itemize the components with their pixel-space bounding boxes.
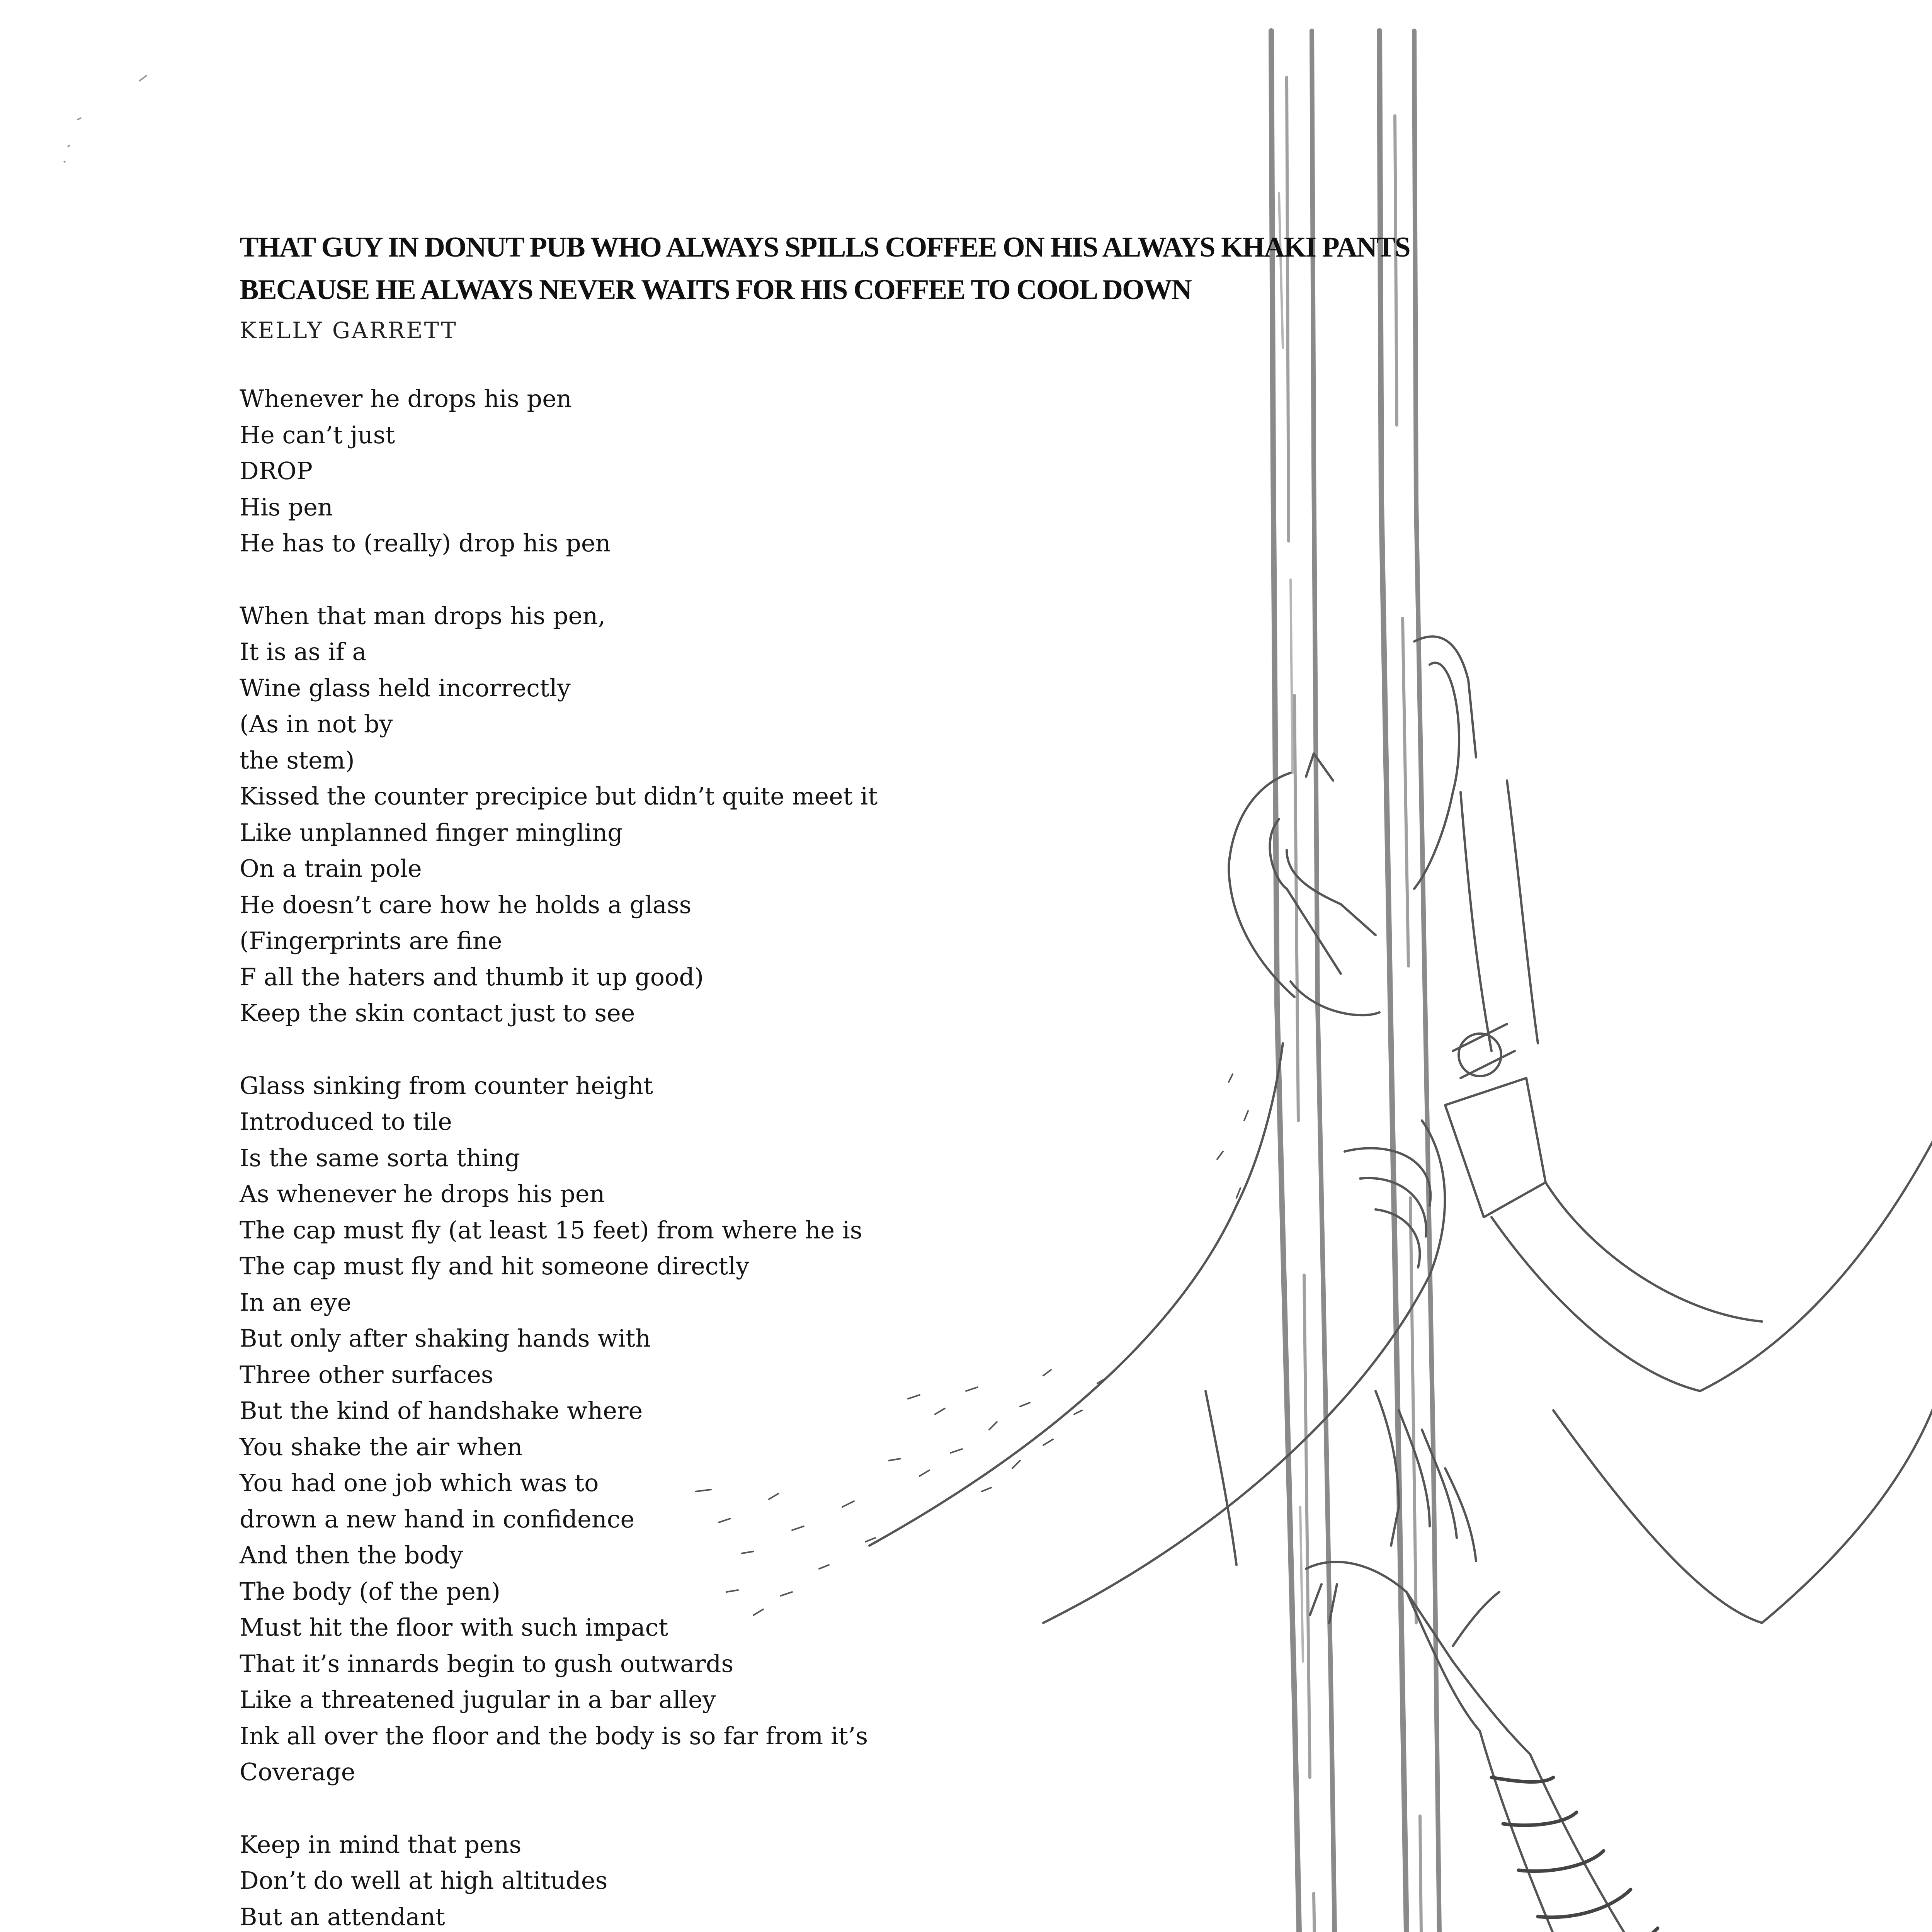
poem-line: drown a new hand in confidence	[240, 1505, 635, 1533]
poem-line: But the kind of handshake where	[240, 1396, 643, 1425]
poem-line: It is as if a	[240, 638, 367, 666]
poem-line: He has to (really) drop his pen	[240, 529, 611, 557]
poem-line: Like a threatened jugular in a bar alley	[240, 1685, 716, 1714]
poem-line: Three other surfaces	[240, 1360, 493, 1389]
poem-line: Must hit the floor with such impact	[240, 1613, 668, 1641]
poem-line: His pen	[240, 493, 333, 521]
poem-stanza	[240, 1827, 1186, 1932]
poem-line: Don’t do well at high altitudes	[240, 1866, 608, 1895]
poem-line: Whenever he drops his pen	[240, 384, 572, 413]
poem-author: KELLY GARRETT	[240, 317, 458, 344]
poem-line: F all the haters and thumb it up good)	[240, 963, 704, 991]
poem-line: But an attendant	[240, 1902, 445, 1931]
poem-stanza	[240, 598, 1186, 1031]
poem-line: As whenever he drops his pen	[240, 1180, 605, 1208]
poem-line: Keep the skin contact just to see	[240, 999, 635, 1027]
poem-line: (Fingerprints are fine	[240, 927, 502, 955]
poem-line: He doesn’t care how he holds a glass	[240, 890, 692, 919]
poem-line: He can’t just	[240, 420, 395, 449]
poem-line: You shake the air when	[240, 1432, 523, 1461]
poem-title-line-2: BECAUSE HE ALWAYS NEVER WAITS FOR HIS COFFEE TO COOL DOWN	[240, 274, 1192, 306]
poem-line: the stem)	[240, 746, 355, 774]
poem-line: Keep in mind that pens	[240, 1830, 522, 1859]
poem-line: Ink all over the floor and the body is so far from it’s	[240, 1721, 868, 1750]
poem-line: Kissed the counter precipice but didn’t quite meet it	[240, 782, 878, 810]
poem-title-line-1: THAT GUY IN DONUT PUB WHO ALWAYS SPILLS COFFEE ON HIS ALWAYS KHAKI PANTS	[240, 231, 1410, 263]
poem-line: When that man drops his pen,	[240, 601, 605, 630]
poem-stanza	[240, 1068, 1186, 1790]
poem-line: On a train pole	[240, 854, 422, 883]
poem-line: Coverage	[240, 1758, 355, 1786]
poem-line: Is the same sorta thing	[240, 1143, 520, 1172]
poem-line: Like unplanned finger mingling	[240, 818, 623, 847]
poem-line: DROP	[240, 457, 313, 485]
poem-line: The cap must fly and hit someone directly	[240, 1252, 750, 1280]
poem-line: In an eye	[240, 1288, 352, 1316]
stray-marks	[64, 75, 147, 162]
poem-stanza	[240, 381, 1186, 561]
poem-line: (As in not by	[240, 710, 393, 738]
poem-line: Wine glass held incorrectly	[240, 673, 571, 702]
poem-line: You had one job which was to	[240, 1469, 599, 1497]
poem-title	[240, 226, 1747, 311]
poem-line: Introduced to tile	[240, 1107, 452, 1136]
poem-line: That it’s innards begin to gush outwards	[240, 1649, 734, 1678]
poem-line: And then the body	[240, 1541, 463, 1569]
train-pole	[1271, 31, 1447, 1932]
poem-line: The body (of the pen)	[240, 1577, 501, 1605]
poem-line: Glass sinking from counter height	[240, 1071, 653, 1100]
poem-line: But only after shaking hands with	[240, 1324, 651, 1352]
poem-line: The cap must fly (at least 15 feet) from where he is	[240, 1216, 862, 1244]
poem-body	[240, 381, 1186, 1932]
